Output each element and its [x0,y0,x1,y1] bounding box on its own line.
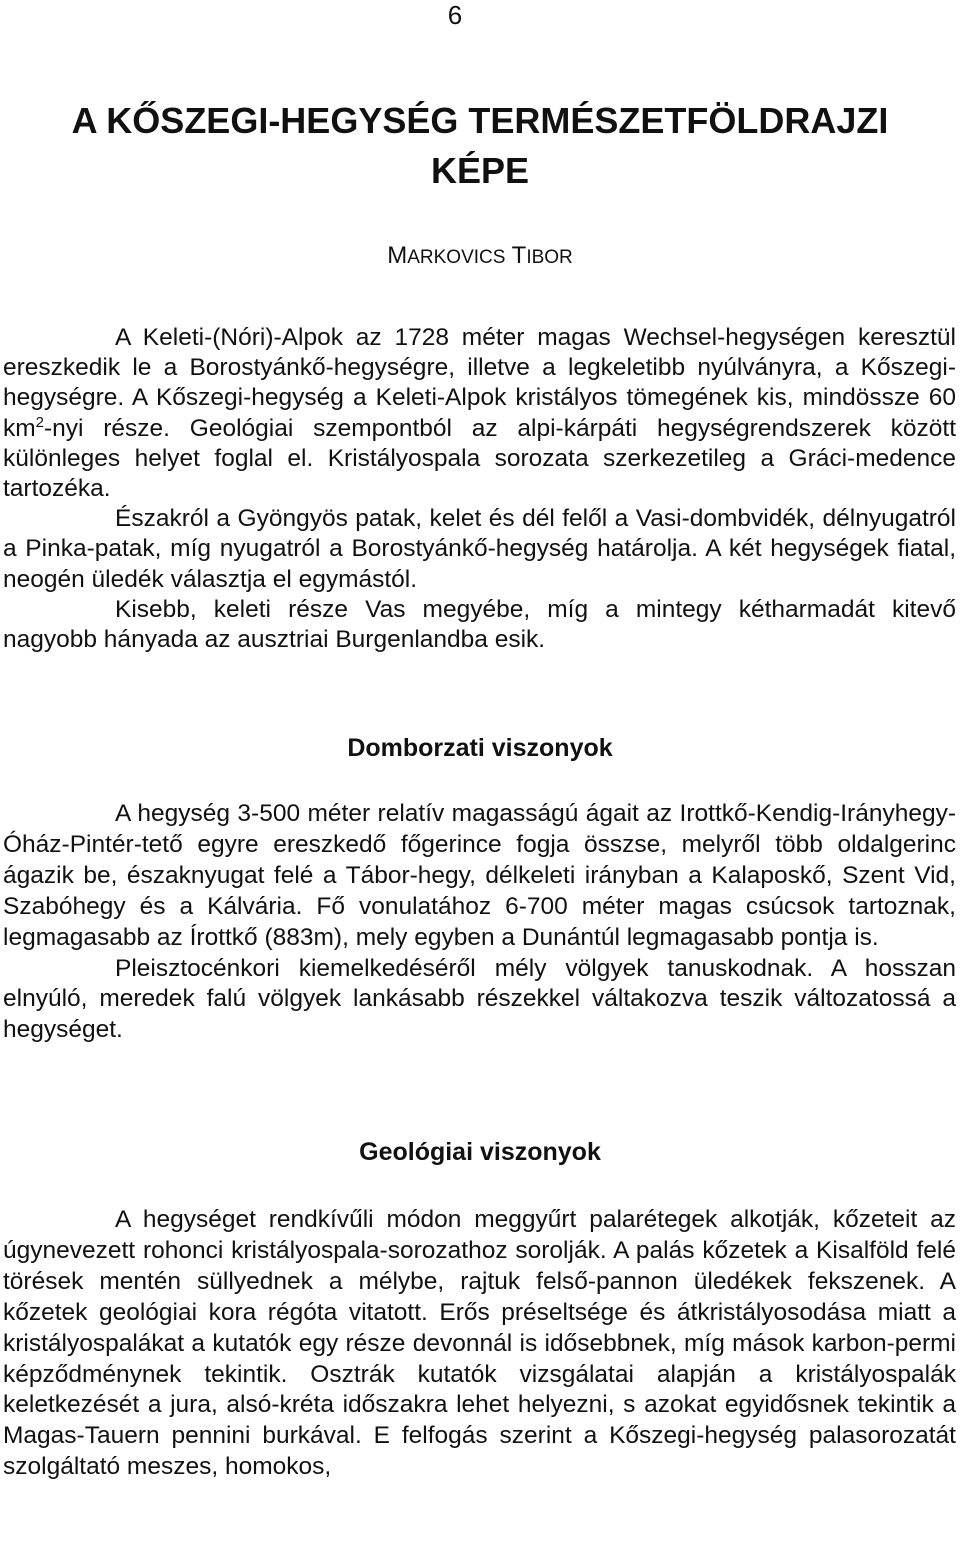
intro-section [3,323,956,655]
geology-paragraph-1: A hegységet rendkívűli módon meggyűrt palarétegek alkotják, kőzeteit az úgynevezett rohonci kristályospala-sorozathoz sorolják. A palás kőzetek a Kisalföld felé törések mentén süllyednek a mélybe, rajtuk felső-pannon üledékek fekszenek. A kőzetek geológiai kora régóta vitatott. Erős préseltsége és átkristályosodása miatt a kristályospalákat a kutatók egy része devonnál is idősebbnek, míg mások karbon-permi képződménynek tekintik. Osztrák kutatók vizsgálatai alapján a kristályospalák keletkezését a jura, alsó-kréta időszakra lehet helyezni, s azokat egyidősnek tekintik a Magas-Tauern pennini burkával. E felfogás szerint a Kőszegi-hegység palasorozatát szolgáltató meszes, homokos, [3,1206,956,1481]
title-line-1: A KŐSZEGI-HEGYSÉG TERMÉSZETFÖLDRAJZI [71,100,889,141]
page-number: 6 [447,0,463,30]
intro-paragraph-1 [3,323,956,504]
author-last-initial: T [511,242,527,269]
relief-paragraph-1: A hegység 3-500 méter relatív magasságú ágait az Irottkő-Kendig-Irányhegy-Óház-Pintér-tető egyre ereszkedő főgerince fogja összse, melyről több oldalgerinc ágazik be, északnyugat felé a Tábor-hegy, délkeleti irányban a Kalaposkő, Szent Vid, Szabóhegy és a Kálvária. Fő vonulatához 6-700 méter magas csúcsok tartoznak, legmagasabb az Írottkő (883m), mely egyben a Dunántúl legmagasabb pontja is. [3,800,956,951]
intro-p1-text-cont: -nyi része. Geológiai szempontból az alpi-kárpáti hegységrendszerek között különleges helyet foglal el. Kristályospala sorozata szerkezetileg a Gráci-medence tartozéka. [3,414,956,503]
intro-p1-text: A Keleti-(Nóri)-Alpok az 1728 méter magas Wechsel-hegységen keresztül ereszkedik le a Borostyánkő-hegységre, illetve a legkeletibb nyúlványra, a Kőszegi-hegységre. A Kőszegi-hegység a Keleti-Alpok kristályos tömegének kis, mindössze 60 km [3,324,956,442]
author-last-rest: IBOR [526,247,573,268]
author-first-initial: M [387,242,408,269]
intro-paragraph-2: Északról a Gyöngyös patak, kelet és dél felől a Vasi-dombvidék, délnyugatról a Pinka-patak, míg nyugatról a Borostyánkő-hegység határolja. A két hegységek fiatal, neogén üledék választja el egymástól. [3,505,956,593]
relief-section [3,799,956,1046]
section-heading-geology: Geológiai viszonyok [359,1138,601,1166]
author-first-rest: ARKOVICS [407,247,506,268]
intro-paragraph-3: Kisebb, keleti része Vas megyébe, míg a mintegy kétharmadát kitevő nagyobb hányada az ausztriai Burgenlandba esik. [3,595,956,654]
article-title [0,96,960,196]
title-line-2: KÉPE [430,150,530,191]
geology-section [3,1205,956,1483]
superscript-2: 2 [35,413,45,431]
author-name [0,241,960,273]
section-heading-relief: Domborzati viszonyok [347,734,613,762]
relief-paragraph-2: Pleisztocénkori kiemelkedéséről mély völgyek tanuskodnak. A hosszan elnyúló, meredek falú völgyek lankásabb részekkel váltakozva teszik változatossá a hegységet. [3,954,956,1044]
